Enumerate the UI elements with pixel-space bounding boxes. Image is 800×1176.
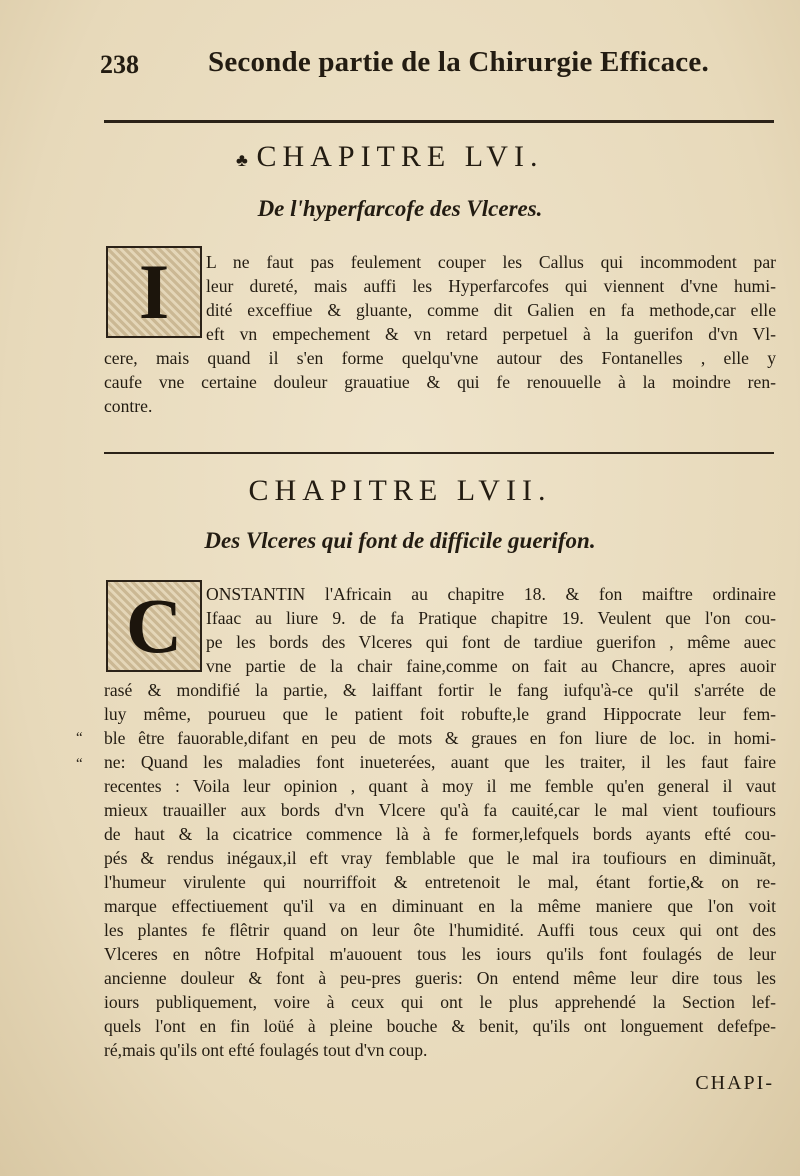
running-title: Seconde partie de la Chirurgie Efficace.	[208, 46, 709, 78]
text-line: luy même, pourueu que le patient foit robufte,le grand Hippocrate leur fem-	[104, 704, 776, 724]
text-line: l'humeur virulente qui nourriffoit & entretenoit le mal, étant fortie,& on re-	[104, 872, 776, 892]
chapter-57-text	[104, 582, 776, 1062]
text-line: pe les bords des Vlceres qui font de tardiue guerifon , même auec	[206, 632, 776, 652]
page-number: 238	[100, 50, 139, 79]
text-line: Vlceres en nôtre Hofpital m'auouent tous les iours qu'ils font foulagés de leur	[104, 944, 776, 964]
text-line: de haut & la cicatrice commence là à fe former,lefquels bords ayants efté cou-	[104, 824, 776, 844]
text-line: eft vn empechement & vn retard perpetuel à la guerifon d'vn Vl-	[206, 324, 776, 344]
text-line: ne: Quand les maladies font inueterées, auant que les traiter, il les faut faire	[104, 752, 776, 772]
text-line: recentes : Voila leur opinion , quant à moy il me femble qu'en general il vaut	[104, 776, 776, 796]
text-line: iours publiquement, voire à ceux qui ont le plus apprehendé la Section lef-	[104, 992, 776, 1012]
catchword: CHAPI-	[695, 1072, 774, 1094]
printer-ornament-icon: ♣	[236, 150, 248, 170]
text-line: rasé & mondifié la partie, & laiffant fortir le fang iufqu'à-ce qu'il s'arréte de	[104, 680, 776, 700]
text-line: vne partie de la chair faine,comme on fait au Chancre, apres auoir	[206, 656, 776, 676]
text-line: ble être fauorable,difant en peu de mots & graues en fon liure de loc. in homi-	[104, 728, 776, 748]
text-line: les plantes fe flêtrir quand on leur ôte l'humidité. Auffi tous ceux qui ont des	[104, 920, 776, 940]
text-line: L ne faut pas feulement couper les Callus qui incommodent par	[206, 252, 776, 272]
quote-mark: “	[76, 730, 83, 746]
chapter-divider-rule	[104, 452, 774, 454]
text-line: dité exceffiue & gluante, comme dit Galien en fa methode,car elle	[206, 300, 776, 320]
text-line: leur dureté, mais auffi les Hyperfarcofes qui viennent d'vne humi-	[206, 276, 776, 296]
chapter-56-title: CHAPITRE LVI.	[256, 140, 544, 173]
text-line: pés & rendus inégaux,il eft vray femblable que le mal ira toufiours en diminuãt,	[104, 848, 776, 868]
page-header	[100, 44, 790, 94]
chapter-57-subtitle: Des Vlceres qui font de difficile guerifon.	[204, 528, 596, 553]
chapter-57-title: CHAPITRE LVII.	[248, 474, 552, 507]
text-line: contre.	[104, 396, 153, 416]
text-line: ONSTANTIN l'Africain au chapitre 18. & fon maiftre ordinaire	[206, 584, 776, 604]
chapter-56-subtitle: De l'hyperfarcofe des Vlceres.	[257, 196, 543, 221]
header-rule	[104, 120, 774, 123]
text-line: mieux trauailler aux bords d'vn Vlcere qu'à fa cauité,car le mal vient toufiours	[104, 800, 776, 820]
text-line: quels l'ont en fin loüé à pleine bouche & benit, qu'ils ont longuement defefpe-	[104, 1016, 776, 1036]
chapter-56-drop-cap: I	[106, 246, 202, 338]
chapter-57-drop-cap: C	[106, 580, 202, 672]
text-line: cere, mais quand il s'en forme quelqu'vne autour des Fontanelles , elle y	[104, 348, 776, 368]
text-line: caufe vne certaine douleur grauatiue & qui fe renouuelle à la moindre ren-	[104, 372, 776, 392]
text-line: ancienne douleur & font à peu-pres gueris: On entend même leur dire tous les	[104, 968, 776, 988]
quote-mark: “	[76, 756, 83, 772]
chapter-56-text	[104, 250, 776, 418]
text-line: ré,mais qu'ils ont efté foulagés tout d'vn coup.	[104, 1040, 428, 1060]
text-line: Ifaac au liure 9. de fa Pratique chapitre 19. Veulent que l'on cou-	[206, 608, 776, 628]
text-line: marque effectiuement qu'il va en diminuant en la même maniere que l'on voit	[104, 896, 776, 916]
